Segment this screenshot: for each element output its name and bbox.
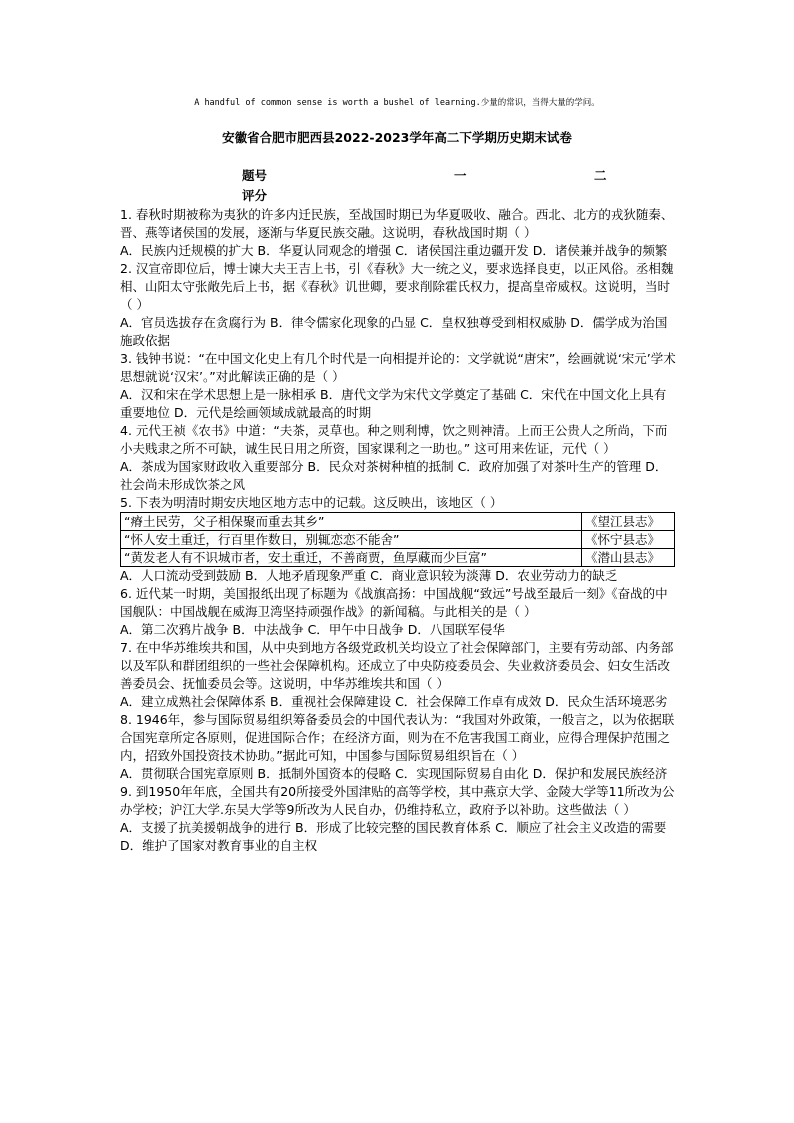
table-row [121, 513, 675, 531]
question-options: A．支援了抗美援朝战争的进行 B．形成了比较完整的国民教育体系 C．顺应了社会主义改造的需要 D．维护了国家对教育事业的自主权 [120, 820, 667, 853]
question-stem: 9. 到1950年年底，全国共有20所接受外国津贴的高等学校，其中燕京大学、金陵大学等11所改为公办学校；沪江大学.东吴大学等9所改为人民自办，仍维持私立，政府予以补助。这些做法（ ） [120, 784, 675, 817]
question-stem: 8. 1946年，参与国际贸易组织筹备委员会的中国代表认为：“我国对外政策，一般言之，以为依据联合国宪章所定各原则，促进国际合作；在经济方面，则为在不危害我国工商业，应得合理保护范围之内，招致外国投资技术协助。”据此可知，中国参与国际贸易组织旨在（ ） [120, 712, 675, 763]
question-stem: 6. 近代某一时期，美国报纸出现了标题为《战旗高扬：中国战舰“致远”号战至最后一刻》《奋战的中国舰队：中国战舰在威海卫湾坚持顽强作战》的新闻稿。与此相关的是（ ） [120, 586, 668, 619]
table-cell-quote: “怀人安土重迁，行百里作数日，别辄恋恋不能舍” [121, 531, 582, 549]
question-stem: 1. 春秋时期被称为夷狄的许多内迁民族，至战国时期已为华夏吸收、融合。西北、北方的戎狄随秦、晋、燕等诸侯国的发展，逐渐与华夏民族交融。这说明，春秋战国时期（ ） [120, 207, 674, 240]
question-options: A．汉和宋在学术思想上是一脉相承 B．唐代文学为宋代文学奠定了基础 C．宋代在中国文化上具有重要地位 D．元代是绘画领域成就最高的时期 [120, 387, 667, 420]
question-stem: 7. 在中华苏维埃共和国，从中央到地方各级党政机关均设立了社会保障部门，主要有劳动部、内务部以及军队和群团组织的一些社会保障机构。还成立了中央防疫委员会、失业救济委员会、妇女生活改善委员会、抚恤委员会等。这说明，中华苏维埃共和国（ ） [120, 640, 674, 691]
table-row [121, 531, 675, 549]
question-stem: 3. 钱钟书说：“在中国文化史上有几个时代是一向相提并论的：文学就说“唐宋”，绘画就说‘宋元’学术思想就说‘汉宋’。”对此解读正确的是（ ） [120, 351, 676, 384]
table-cell-quote: “黄发老人有不识城市者，安土重迁，不善商贾，鱼厚藏而少巨富” [121, 549, 582, 567]
table-cell-source: 《潜山县志》 [582, 549, 675, 567]
question-stem: 4. 元代王祯《农书》中道：“夫茶，灵草也。种之则利博，饮之则神清。上而王公贵人之所尚，下而小夫贱隶之所不可缺，诚生民日用之所资，国家课利之一助也。” 这可用来佐证，元代（ ） [120, 423, 668, 456]
score-label-question: 题号 [242, 168, 268, 183]
score-table [0, 166, 794, 206]
question-options: A．第二次鸦片战争 B．中法战争 C．甲午中日战争 D．八国联军侵华 [120, 622, 505, 637]
question-stem: 5. 下表为明清时期安庆地区地方志中的记载。这反映出，该地区（ ） [120, 495, 503, 510]
header-motto: A handful of common sense is worth a bushel of learning.少量的常识，当得大量的学问。 [194, 98, 600, 108]
question-list [120, 206, 676, 855]
score-col-1: 一 [454, 168, 467, 183]
question-options: A．民族内迁规模的扩大 B．华夏认同观念的增强 C．诸侯国注重边疆开发 D．诸侯兼并战争的频繁 [120, 243, 668, 258]
table-cell-quote: “瘠土民劳，父子相保聚而重去其乡” [121, 513, 582, 531]
question-options: A．贯彻联合国宪章原则 B．抵制外国资本的侵略 C．实现国际贸易自由化 D．保护和发展民族经济 [120, 766, 668, 781]
question-stem: 2. 汉宣帝即位后，博士谏大夫王吉上书，引《春秋》大一统之义，要求选择良吏，以正风俗。丞相魏相、山阳太守张敞先后上书，据《春秋》讥世卿，要求削除霍氏权力，提高皇帝威权。这说明，当时（ ） [120, 261, 674, 312]
question-options: A．建立成熟社会保障体系 B．重视社会保障建设 C．社会保障工作卓有成效 D．民众生活环境恶劣 [120, 694, 668, 709]
score-col-2: 二 [594, 168, 607, 183]
gazetteer-table [120, 512, 675, 567]
table-cell-source: 《望江县志》 [582, 513, 675, 531]
question-options: A．官员选拔存在贪腐行为 B．律令儒家化现象的凸显 C．皇权独尊受到相权威胁 D．儒学成为治国施政依据 [120, 315, 668, 348]
score-label-score: 评分 [242, 188, 268, 203]
page-title: 安徽省合肥市肥西县2022-2023学年高二下学期历史期末试卷 [222, 130, 572, 145]
table-row [121, 549, 675, 567]
question-options: A．人口流动受到鼓励 B．人地矛盾现象严重 C．商业意识较为淡薄 D．农业劳动力的缺乏 [120, 568, 618, 583]
question-options: A．茶成为国家财政收入重要部分 B．民众对茶树种植的抵制 C．政府加强了对茶叶生产的管理 D．社会尚未形成饮茶之风 [120, 459, 668, 492]
table-cell-source: 《怀宁县志》 [582, 531, 675, 549]
